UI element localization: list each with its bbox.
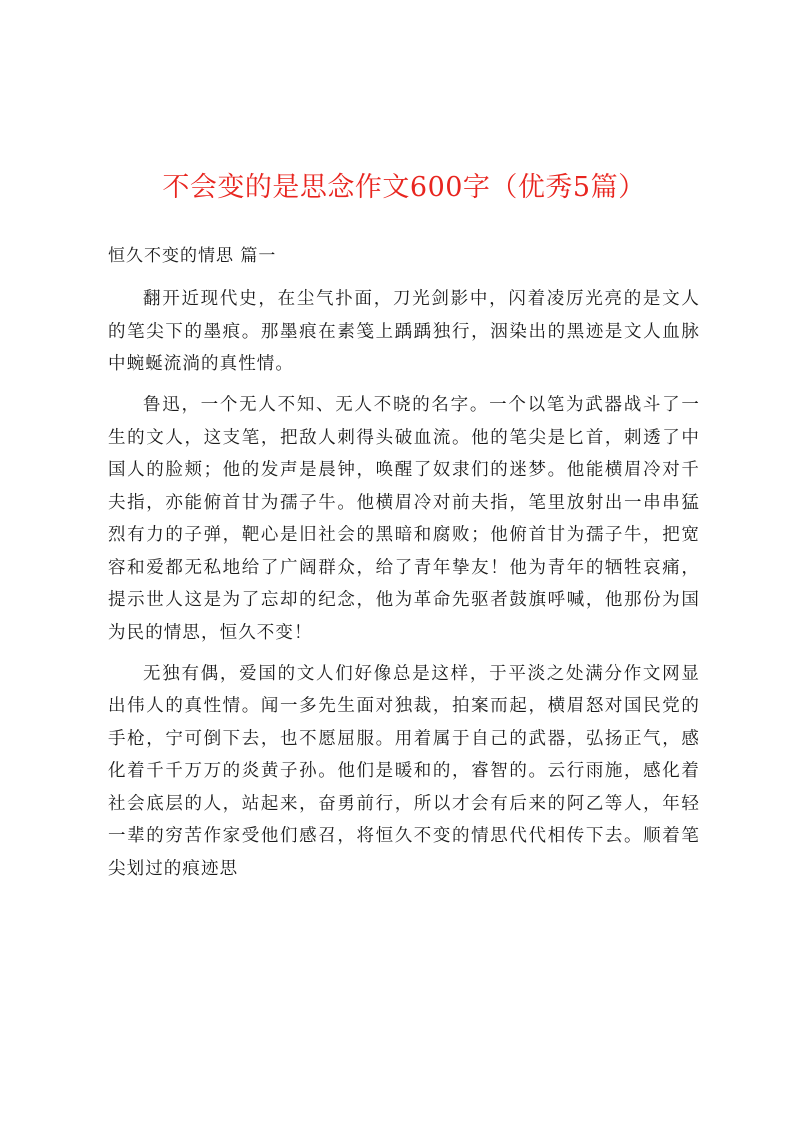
paragraph: 无独有偶，爱国的文人们好像总是这样，于平淡之处满分作文网显出伟人的真性情。闻一多先生面对独裁，拍案而起，横眉怒对国民党的手枪，宁可倒下去，也不愿屈服。用着属于自己的武器，弘扬正气，感化着千千万万的炎黄子孙。他们是暖和的，睿智的。云行雨施，感化着社会底层的人，站起来，奋勇前行，所以才会有后来的阿乙等人，年轻一辈的穷苦作家受他们感召，将恒久不变的情思代代相传下去。顺着笔尖划过的痕迹思 xyxy=(108,663,700,879)
section-heading: 恒久不变的情思 篇一 xyxy=(108,246,277,266)
paragraph: 鲁迅，一个无人不知、无人不晓的名字。一个以笔为武器战斗了一生的文人，这支笔，把敌人刺得头破血流。他的笔尖是匕首，刺透了中国人的脸颊；他的发声是晨钟，唤醒了奴隶们的迷梦。他能横眉冷对千夫指，亦能俯首甘为孺子牛。他横眉冷对前夫指，笔里放射出一串串猛烈有力的子弹，靶心是旧社会的黑暗和腐败；他俯首甘为孺子牛，把宽容和爱都无私地给了广阔群众，给了青年挚友！他为青年的牺牲哀痛，提示世人这是为了忘却的纪念，他为革命先驱者鼓旗呼喊，他那份为国为民的情思，恒久不变！ xyxy=(108,395,700,643)
document-body xyxy=(108,283,700,894)
document-title: 不会变的是思念作文600字（优秀5篇） xyxy=(162,172,646,203)
paragraph: 翻开近现代史，在尘气扑面，刀光剑影中，闪着凌厉光亮的是文人的笔尖下的墨痕。那墨痕在素笺上踽踽独行，洇染出的黑迹是文人血脉中蜿蜒流淌的真性情。 xyxy=(108,289,700,374)
